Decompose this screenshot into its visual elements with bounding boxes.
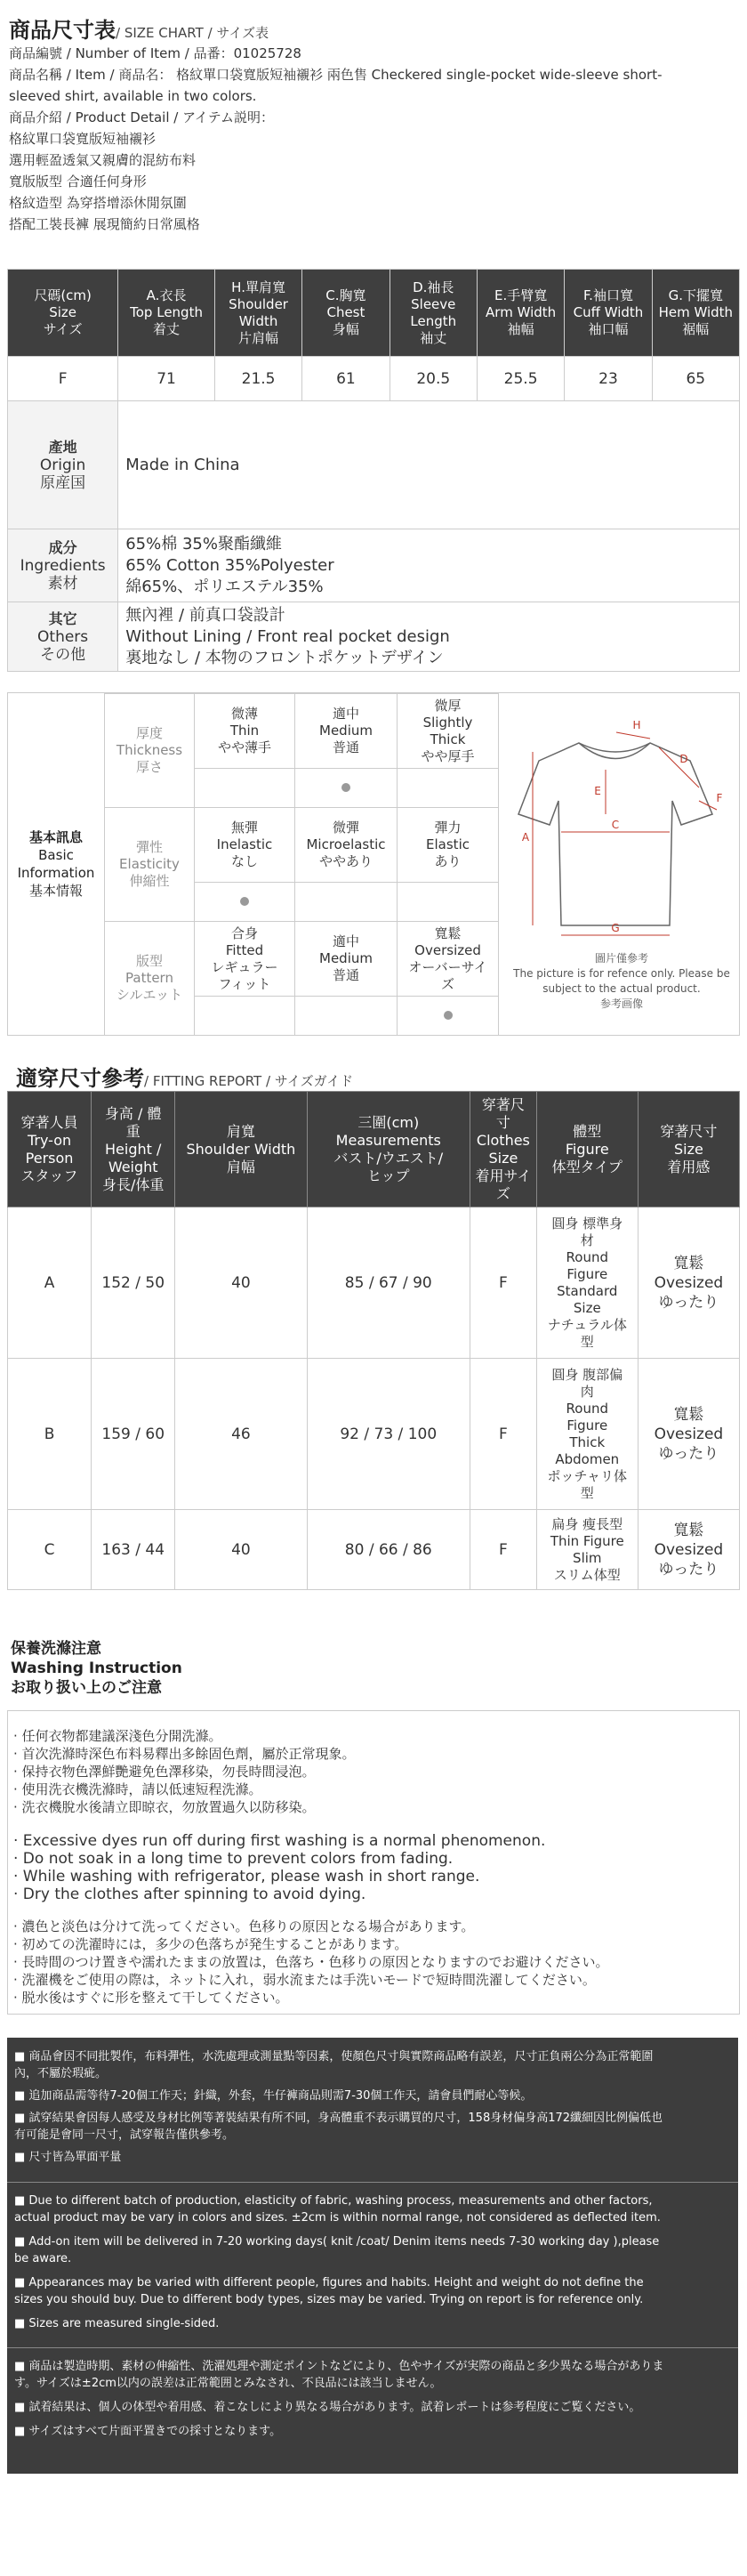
notice-line: ■ 追加商品需等待7-20個工作天；針織，外套，牛仔褲商品則需7-30個工作天，請會員們耐心等候。 (14, 2089, 533, 2103)
basic-info-label: 基本訊息 Basic Information 基本情報 (8, 693, 105, 1035)
washing-en (13, 1832, 545, 1903)
option-medium: 適中 Medium 普通 (294, 922, 397, 997)
detail-line: 寬版版型 合適任何身形 (9, 174, 147, 190)
option-elastic: 彈力 Elastic あり (398, 808, 499, 883)
notice-line: ■ Due to different batch of production, elasticity of fabric, washing process, measurements and other factors, (14, 2194, 653, 2208)
fitting-title: 適穿尺寸參考/ FITTING REPORT / サイズガイド (16, 1066, 354, 1091)
detail-title: 商品介紹 / Product Detail / アイテム説明： (9, 109, 274, 125)
wash-line: · 洗衣機脫水後請立即晾衣，勿放置過久以防移染。 (13, 1799, 316, 1815)
notice-zh (14, 2048, 731, 2166)
diagram-letter: C (611, 819, 620, 831)
measurements-cell: 92 / 73 / 100 (307, 1359, 470, 1510)
notice-line: 有可能是會同一尺寸，試穿報告僅供參考。 (14, 2128, 235, 2142)
page-title: 商品尺寸表/ SIZE CHART / サイズ表 (9, 18, 269, 43)
item-name-line-2: sleeved shirt, available in two colors. (9, 88, 257, 104)
others-label: 其它 Others その他 (8, 602, 118, 672)
wash-line: · 脱水後はすぐに形を整えて干してください。 (13, 1990, 289, 2006)
wash-line: · 首次洗滌時深色布料易釋出多餘固色劑，屬於正常現象。 (13, 1746, 356, 1762)
wash-line: · Dry the clothes after spinning to avoid dying. (13, 1886, 366, 1903)
size-chart-header (9, 12, 269, 44)
notice-divider (7, 2347, 738, 2348)
notice-line: ■ サイズはすべて片面平置きでの採寸となります。 (14, 2425, 282, 2438)
option-thin: 微薄 Thin やや薄手 (194, 694, 294, 769)
notice-divider (7, 2182, 738, 2183)
size-cell: F (470, 1359, 537, 1510)
wash-line: · 使用洗衣機洗滌時，請以低速短程洗滌。 (13, 1781, 262, 1797)
wash-line: · 任何衣物都建議深淺色分開洗滌。 (13, 1728, 222, 1744)
detail-line: 搭配工裝長褲 展現簡約日常風格 (9, 216, 200, 232)
size-table (7, 269, 740, 672)
diagram-letter: G (611, 922, 620, 934)
wash-line: · 初めての洗濯時には，多少の色落ちが発生することがあります。 (13, 1936, 408, 1952)
dot-slot (294, 769, 397, 808)
notice-line: ■ 商品會因不同批製作，布料彈性，水洗處理或測量點等因素，使顏色尺寸與實際商品略有誤差，尺寸正負兩公分為正常範圍 (14, 2050, 654, 2063)
notice-line: ■ 商品は製造時期、素材の伸縮性、洗濯処理や測定ポイントなどにより、色やサイズが実際の商品と多少異なる場合がありま (14, 2360, 664, 2373)
size-cell: F (470, 1510, 537, 1590)
table-row (8, 1207, 740, 1359)
diagram-letter: F (716, 792, 723, 804)
pattern-label: 版型 Pattern シルエット (105, 922, 195, 1036)
diagram-letter: D (679, 753, 688, 765)
dot-slot (294, 883, 397, 922)
cuff-cell: 23 (565, 357, 652, 401)
option-medium: 適中 Medium 普通 (294, 694, 397, 769)
washing-ja (13, 1918, 609, 2007)
table-row (8, 1510, 740, 1590)
thickness-label: 厚度 Thickness 厚さ (105, 694, 195, 808)
height-weight-cell: 152 / 50 (92, 1207, 175, 1359)
option-inelastic: 無彈 Inelastic なし (194, 808, 294, 883)
shoulder-cell: 21.5 (214, 357, 301, 401)
measurements-cell: 80 / 66 / 86 (307, 1510, 470, 1590)
sleeve-cell: 20.5 (390, 357, 477, 401)
feel-cell: 寬鬆 Ovesized ゆったり (638, 1207, 739, 1359)
notice-line: ■ Add-on item will be delivered in 7-20 working days( knit /coat/ Denim items needs 7-30 working day ),please (14, 2235, 660, 2249)
chest-col-header: C.胸寬 Chest 身幅 (302, 270, 390, 357)
hem-cell: 65 (652, 357, 739, 401)
figure-col-header: 體型 Figure 体型タイプ (536, 1092, 638, 1207)
selected-dot (341, 783, 350, 792)
chest-cell: 61 (302, 357, 390, 401)
table-row (8, 357, 740, 401)
notice-line: be aware. (14, 2252, 72, 2265)
sleeve-col-header: D.袖長 Sleeve Length 袖丈 (390, 270, 477, 357)
notice-line: ■ 試着結果は、個人の体型や着用感、着こなしにより異なる場合があります。試着レポートは参考程度にご覧ください。 (14, 2401, 641, 2414)
washing-box (7, 1710, 740, 2015)
item-number: 商品編號 / Number of Item / 品番：01025728 (9, 45, 301, 61)
notice-line: す。サイズは±2cm以内の誤差は正常範囲とみなされ、不良品には該当しません。 (14, 2377, 442, 2390)
size-cell: F (8, 357, 118, 401)
attribute-table (104, 693, 499, 1036)
notice-box (7, 2038, 738, 2474)
notice-line: actual product may be vary in colors and sizes. ±2cm is within normal range, not considered as deflected item. (14, 2211, 661, 2225)
elasticity-label: 彈性 Elasticity 伸縮性 (105, 808, 195, 922)
wash-line: · Excessive dyes run off during first washing is a normal phenomenon. (13, 1832, 546, 1850)
detail-line: 選用輕盈透氣又親膚的混紡布料 (9, 152, 197, 168)
size-col-header: 尺碼(cm) Size サイズ (8, 270, 118, 357)
dot-slot (194, 997, 294, 1036)
diagram-letter: H (632, 719, 641, 731)
diagram-caption: 圖片僅參考 The picture is for refence only. Please be subject to the actual product. 参考画像 (513, 952, 730, 1010)
ingredients-label: 成分 Ingredients 素材 (8, 529, 118, 602)
length-cell: 71 (118, 357, 215, 401)
shoulder-cell: 40 (175, 1510, 307, 1590)
selected-dot (240, 897, 249, 906)
person-cell: B (8, 1359, 92, 1510)
dot-slot (194, 769, 294, 808)
ingredients-value: 65%棉 35%聚酯纖維 65% Cotton 35%Polyester 綿65%、ポリエステル35% (118, 529, 740, 602)
table-row (8, 1359, 740, 1510)
notice-line: sizes you should buy. Due to different body types, sizes may be varied. Trying on report is for reference only. (14, 2293, 644, 2306)
figure-cell: 扁身 瘦長型 Thin Figure Slim スリム体型 (536, 1510, 638, 1590)
dot-slot (398, 769, 499, 808)
notice-ja (14, 2358, 731, 2440)
size-cell: F (470, 1207, 537, 1359)
dot-slot (194, 883, 294, 922)
others-value: 無內裡 / 前真口袋設計 Without Lining / Front real pocket design 裏地なし / 本物のフロントポケットデザイン (118, 602, 740, 672)
item-info (9, 43, 738, 235)
arm-col-header: E.手臂寬 Arm Width 袖幅 (477, 270, 564, 357)
shirt-diagram (517, 716, 730, 948)
shirt-collar (579, 743, 650, 759)
shoulder-cell: 46 (175, 1359, 307, 1510)
measurements-cell: 85 / 67 / 90 (307, 1207, 470, 1359)
diagram-letter: E (594, 785, 601, 797)
notice-line: ■ Sizes are measured single-sided. (14, 2317, 220, 2330)
hem-col-header: G.下擺寬 Hem Width 裾幅 (652, 270, 739, 357)
notice-en (14, 2192, 731, 2332)
wash-line: · 長時間のつけ置きや濡れたままの放置は，色落ち・色移りの原因となりますのでお避けください。 (13, 1954, 609, 1970)
shoulder-cell: 40 (175, 1207, 307, 1359)
feel-col-header: 穿著尺寸 Size 着用感 (638, 1092, 739, 1207)
person-col-header: 穿著人員 Try-on Person スタッフ (8, 1092, 92, 1207)
selected-dot (444, 1011, 453, 1020)
cuff-col-header: F.袖口寬 Cuff Width 袖口幅 (565, 270, 652, 357)
person-cell: C (8, 1510, 92, 1590)
notice-line: ■ 試穿結果會因每人感受及身材比例等著裝結果有所不同，身高體重不表示購買的尺寸，158身材偏身高172纖細因比例偏低也 (14, 2112, 663, 2125)
shoulder-col-header: 肩寬 Shoulder Width 肩幅 (175, 1092, 307, 1207)
washing-zh (13, 1727, 356, 1816)
washing-title: 保養洗滌注意 Washing Instruction お取り扱い上のご注意 (11, 1640, 182, 1697)
diagram-letter: A (521, 831, 530, 844)
height-weight-cell: 163 / 44 (92, 1510, 175, 1590)
option-slightly-thick: 微厚 Slightly Thick やや厚手 (398, 694, 499, 769)
wash-line: · 濃色と淡色は分けて洗ってください。色移りの原因となる場合があります。 (13, 1918, 475, 1934)
feel-cell: 寬鬆 Ovesized ゆったり (638, 1510, 739, 1590)
figure-cell: 圓身 標準身 材 Round Figure Standard Size ナチュラル体 型 (536, 1207, 638, 1359)
item-name-line-1: 商品名稱 / Item / 商品名： 格紋單口袋寬版短袖襯衫 兩色售 Checkered single-pocket wide-sleeve short- (9, 67, 663, 83)
length-col-header: A.衣長 Top Length 着丈 (118, 270, 215, 357)
wash-line: · 洗濯機をご使用の際は，ネットに入れ，弱水流または手洗いモードで短時間洗濯してください。 (13, 1972, 596, 1988)
detail-line: 格紋造型 為穿搭增添休閒氛圍 (9, 195, 187, 211)
wash-line: · 保持衣物色澤鮮艷避免色澤移染，勿長時間浸泡。 (13, 1764, 316, 1780)
feel-cell: 寬鬆 Ovesized ゆったり (638, 1359, 739, 1510)
notice-line: ■ Appearances may be varied with different people, figures and habits. Height and weight do not define the (14, 2276, 644, 2289)
option-microelastic: 微彈 Microelastic ややあり (294, 808, 397, 883)
figure-cell: 圓身 腹部偏 肉 Round Figure Thick Abdomen ポッチャリ体 型 (536, 1359, 638, 1510)
basic-info-box (7, 692, 740, 1036)
detail-line: 格紋單口袋寬版短袖襯衫 (9, 131, 157, 147)
clothes-size-col-header: 穿著尺 寸 Clothes Size 着用サイ ズ (470, 1092, 537, 1207)
height-weight-col-header: 身高 / 體 重 Height / Weight 身長/体重 (92, 1092, 175, 1207)
fitting-table (7, 1091, 740, 1590)
arm-cell: 25.5 (477, 357, 564, 401)
dot-slot (294, 997, 397, 1036)
wash-line: · Do not soak in a long time to prevent colors from fading. (13, 1850, 454, 1868)
height-weight-cell: 159 / 60 (92, 1359, 175, 1510)
origin-label: 產地 Origin 原産国 (8, 401, 118, 529)
measurements-col-header: 三圍(cm) Measurements バスト/ウエスト/ ヒップ (307, 1092, 470, 1207)
person-cell: A (8, 1207, 92, 1359)
notice-line: ■ 尺寸皆為單面平量 (14, 2151, 122, 2164)
option-fitted: 合身 Fitted レギュラー フィット (194, 922, 294, 997)
origin-value: Made in China (118, 401, 740, 529)
notice-line: 內，不屬於瑕疵。 (14, 2067, 108, 2080)
dot-slot (398, 997, 499, 1036)
wash-line: · While washing with refrigerator, please wash in short range. (13, 1868, 480, 1886)
shoulder-col-header: H.單肩寬 Shoulder Width 片肩幅 (214, 270, 301, 357)
dot-slot (398, 883, 499, 922)
shoulder-measure-line (616, 732, 650, 739)
shirt-outline (518, 743, 712, 925)
option-oversized: 寬鬆 Oversized オーバーサイ ズ (398, 922, 499, 997)
